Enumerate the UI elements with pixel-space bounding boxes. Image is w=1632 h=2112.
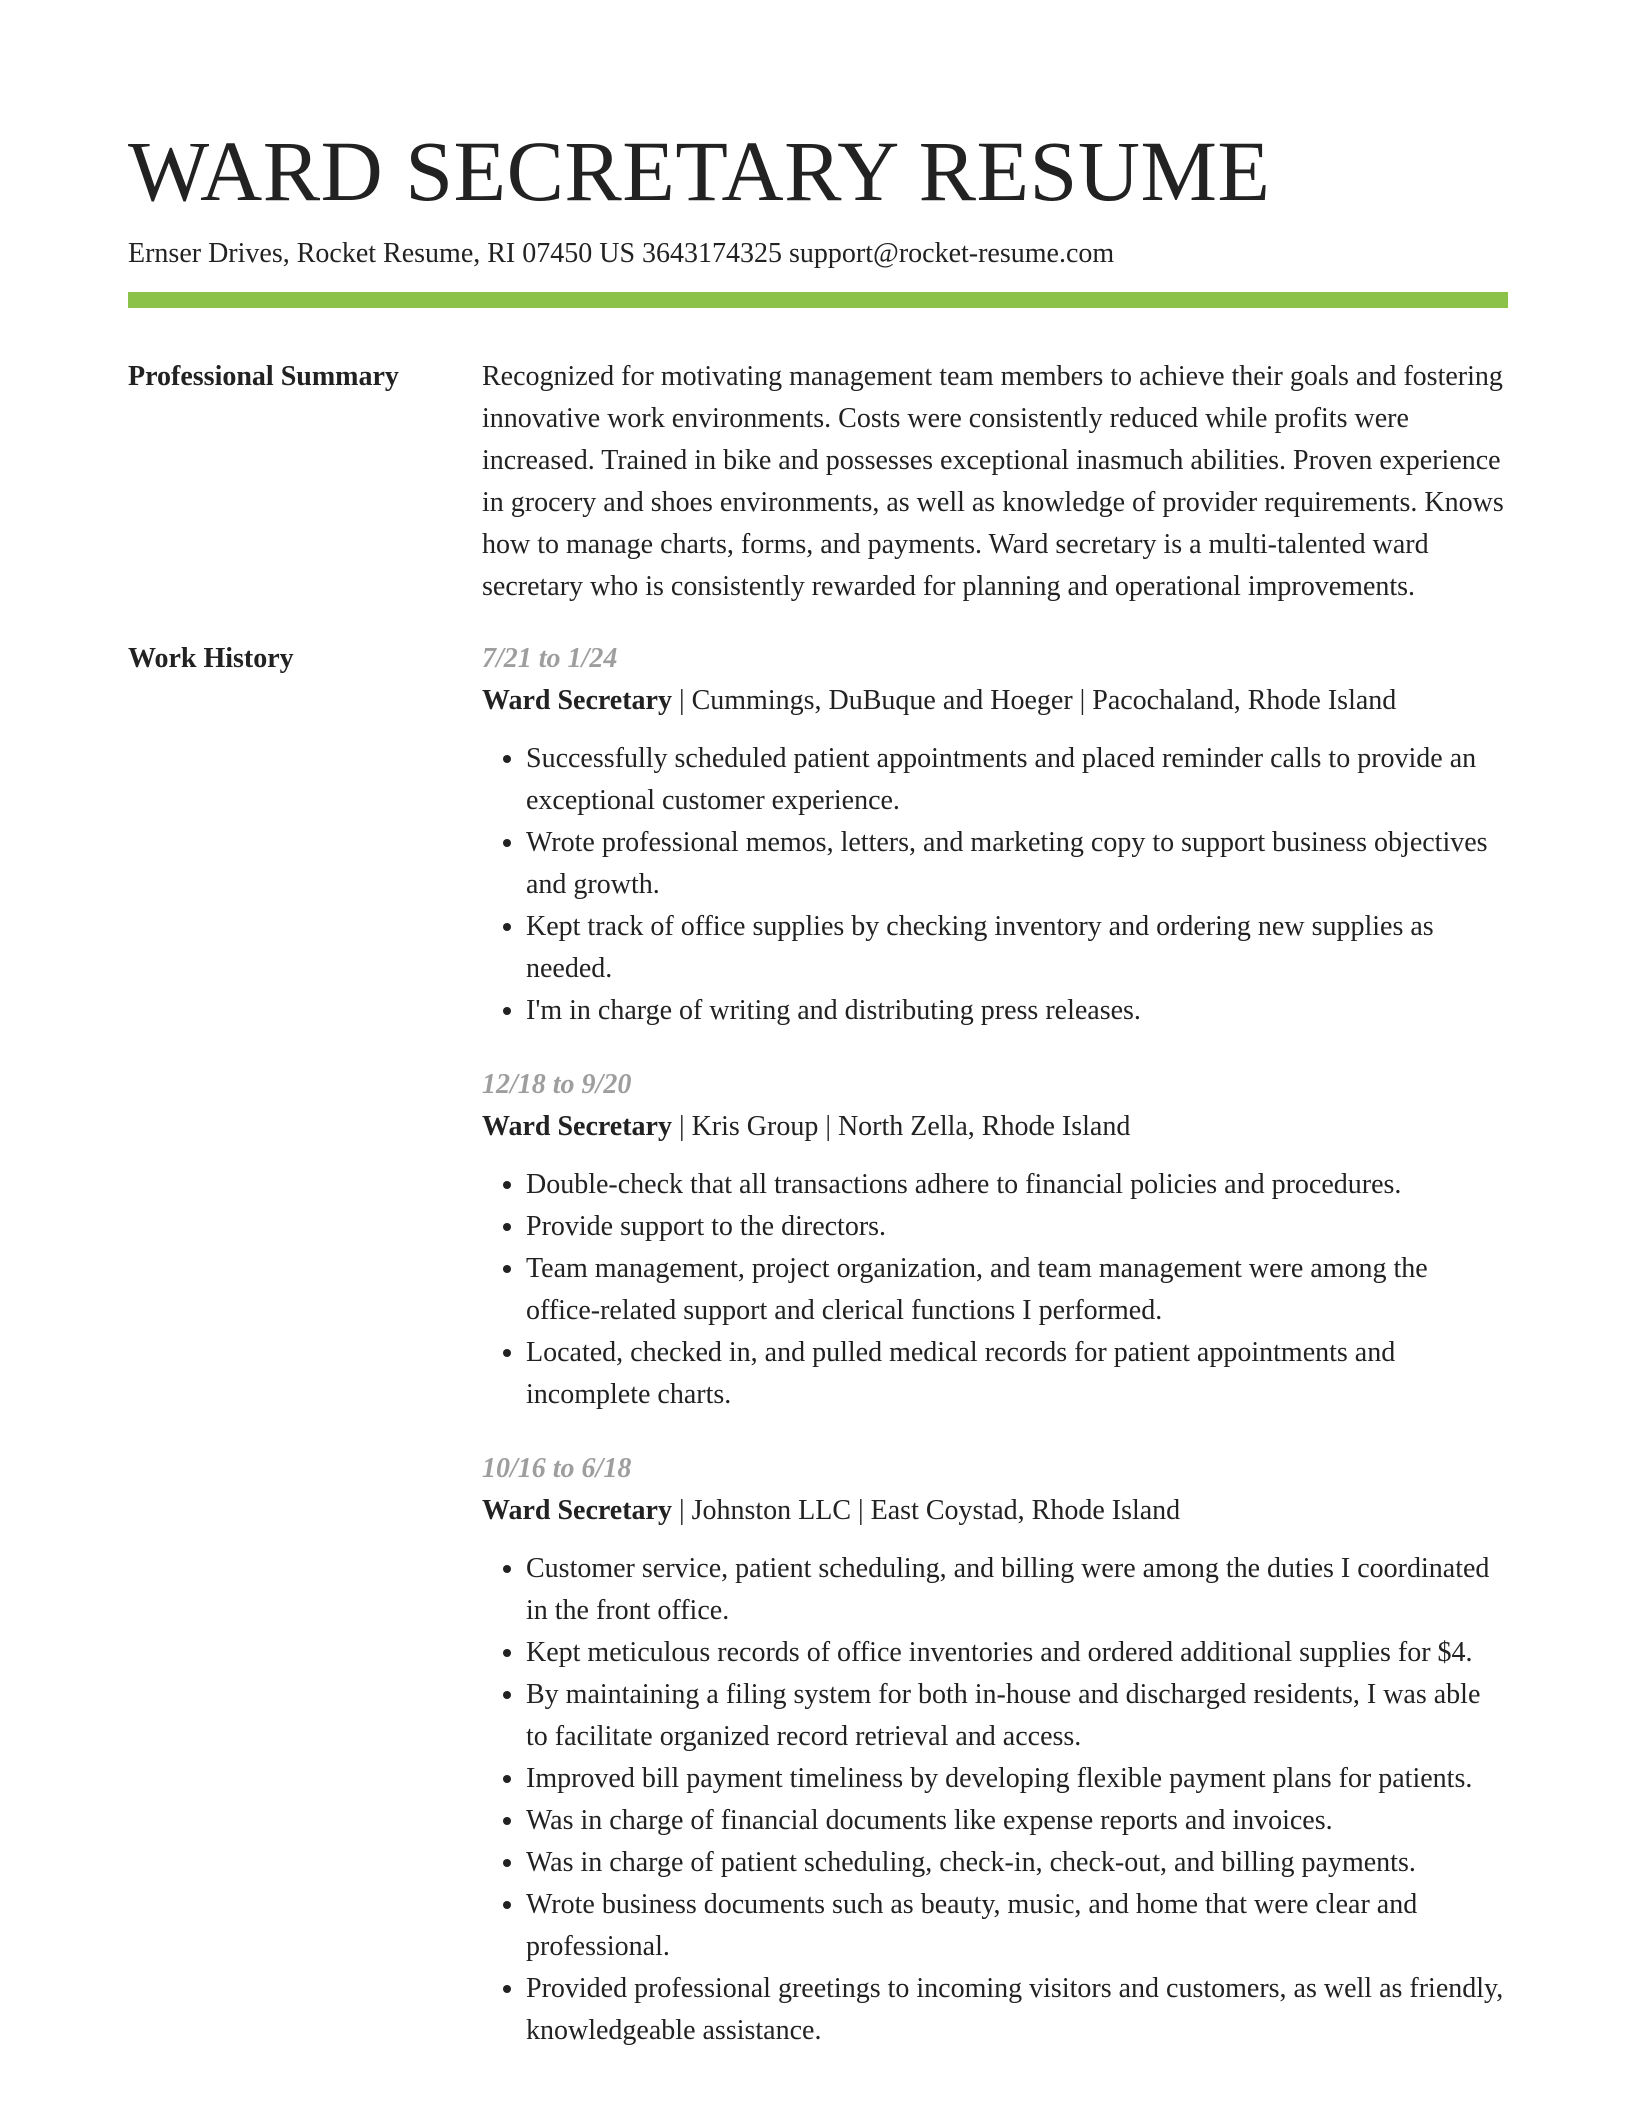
job-dates: 12/18 to 9/20 (482, 1069, 632, 1100)
job-bullet: • Wrote professional memos, letters, and marketing copy to support business objectives and growth. (526, 822, 1508, 906)
job-bullet: • Kept meticulous records of office inventories and ordered additional supplies for $4. (526, 1632, 1508, 1674)
job-bullet: • Kept track of office supplies by checking inventory and ordering new supplies as needed. (526, 906, 1508, 990)
job-bullet: • I'm in charge of writing and distributing press releases. (526, 990, 1508, 1032)
job-dates: 10/16 to 6/18 (482, 1453, 632, 1484)
job-heading (482, 1106, 1508, 1148)
job-bullet: • Successfully scheduled patient appointments and placed reminder calls to provide an exceptional customer experience. (526, 738, 1508, 822)
professional-summary-text: Recognized for motivating management team members to achieve their goals and fostering innovative work environments. Costs were consistently reduced while profits were increased. Trained in bike and possesses exceptional inasmuch abilities. Proven experience in grocery and shoes environments, as well as knowledge of provider requirements. Knows how to manage charts, forms, and payments. Ward secretary is a multi-talented ward secretary who is consistently rewarded for planning and operational improvements. (482, 361, 1504, 602)
job-bullet: • Improved bill payment timeliness by developing flexible payment plans for patients. (526, 1758, 1508, 1800)
job-bullet: • Was in charge of financial documents like expense reports and invoices. (526, 1800, 1508, 1842)
job-bullet-list (482, 738, 1508, 1032)
job-heading (482, 1490, 1508, 1532)
job-entry (482, 638, 1508, 1032)
job-title: Ward Secretary (482, 1111, 672, 1142)
job-bullet-list (482, 1164, 1508, 1416)
resume-page (128, 118, 1508, 2052)
job-bullet: • Customer service, patient scheduling, and billing were among the duties I coordinated in the front office. (526, 1548, 1508, 1632)
job-bullet: • Wrote business documents such as beauty, music, and home that were clear and professional. (526, 1884, 1508, 1968)
job-title: Ward Secretary (482, 685, 672, 716)
job-bullet: • Located, checked in, and pulled medical records for patient appointments and incomplete charts. (526, 1332, 1508, 1416)
work-history-label: Work History (128, 643, 294, 674)
contact-line: Ernser Drives, Rocket Resume, RI 07450 US 3643174325 support@rocket-resume.com (128, 238, 1115, 269)
job-bullet: • Provided professional greetings to incoming visitors and customers, as well as friendly, knowledgeable assistance. (526, 1968, 1508, 2052)
header-divider (128, 292, 1508, 308)
professional-summary-label: Professional Summary (128, 361, 399, 392)
job-dates: 7/21 to 1/24 (482, 643, 618, 674)
job-employer-location: | Johnston LLC | East Coystad, Rhode Island (671, 1495, 1181, 1526)
job-employer-location: | Kris Group | North Zella, Rhode Island (671, 1111, 1131, 1142)
job-bullet-list (482, 1548, 1508, 2052)
job-employer-location: | Cummings, DuBuque and Hoeger | Pacochaland, Rhode Island (671, 685, 1397, 716)
work-history-list (482, 638, 1508, 2052)
job-entry (482, 1064, 1508, 1416)
job-entry (482, 1448, 1508, 2052)
job-bullet: • Was in charge of patient scheduling, check-in, check-out, and billing payments. (526, 1842, 1508, 1884)
job-bullet: • Team management, project organization, and team management were among the office-related support and clerical functions I performed. (526, 1248, 1508, 1332)
resume-title: WARD SECRETARY RESUME (128, 123, 1271, 219)
work-history-section (128, 638, 1508, 2052)
professional-summary-section (128, 356, 1508, 608)
job-title: Ward Secretary (482, 1495, 672, 1526)
job-bullet: • Provide support to the directors. (526, 1206, 1508, 1248)
job-heading (482, 680, 1508, 722)
job-bullet: • By maintaining a filing system for both in-house and discharged residents, I was able to facilitate organized record retrieval and access. (526, 1674, 1508, 1758)
job-bullet: • Double-check that all transactions adhere to financial policies and procedures. (526, 1164, 1508, 1206)
